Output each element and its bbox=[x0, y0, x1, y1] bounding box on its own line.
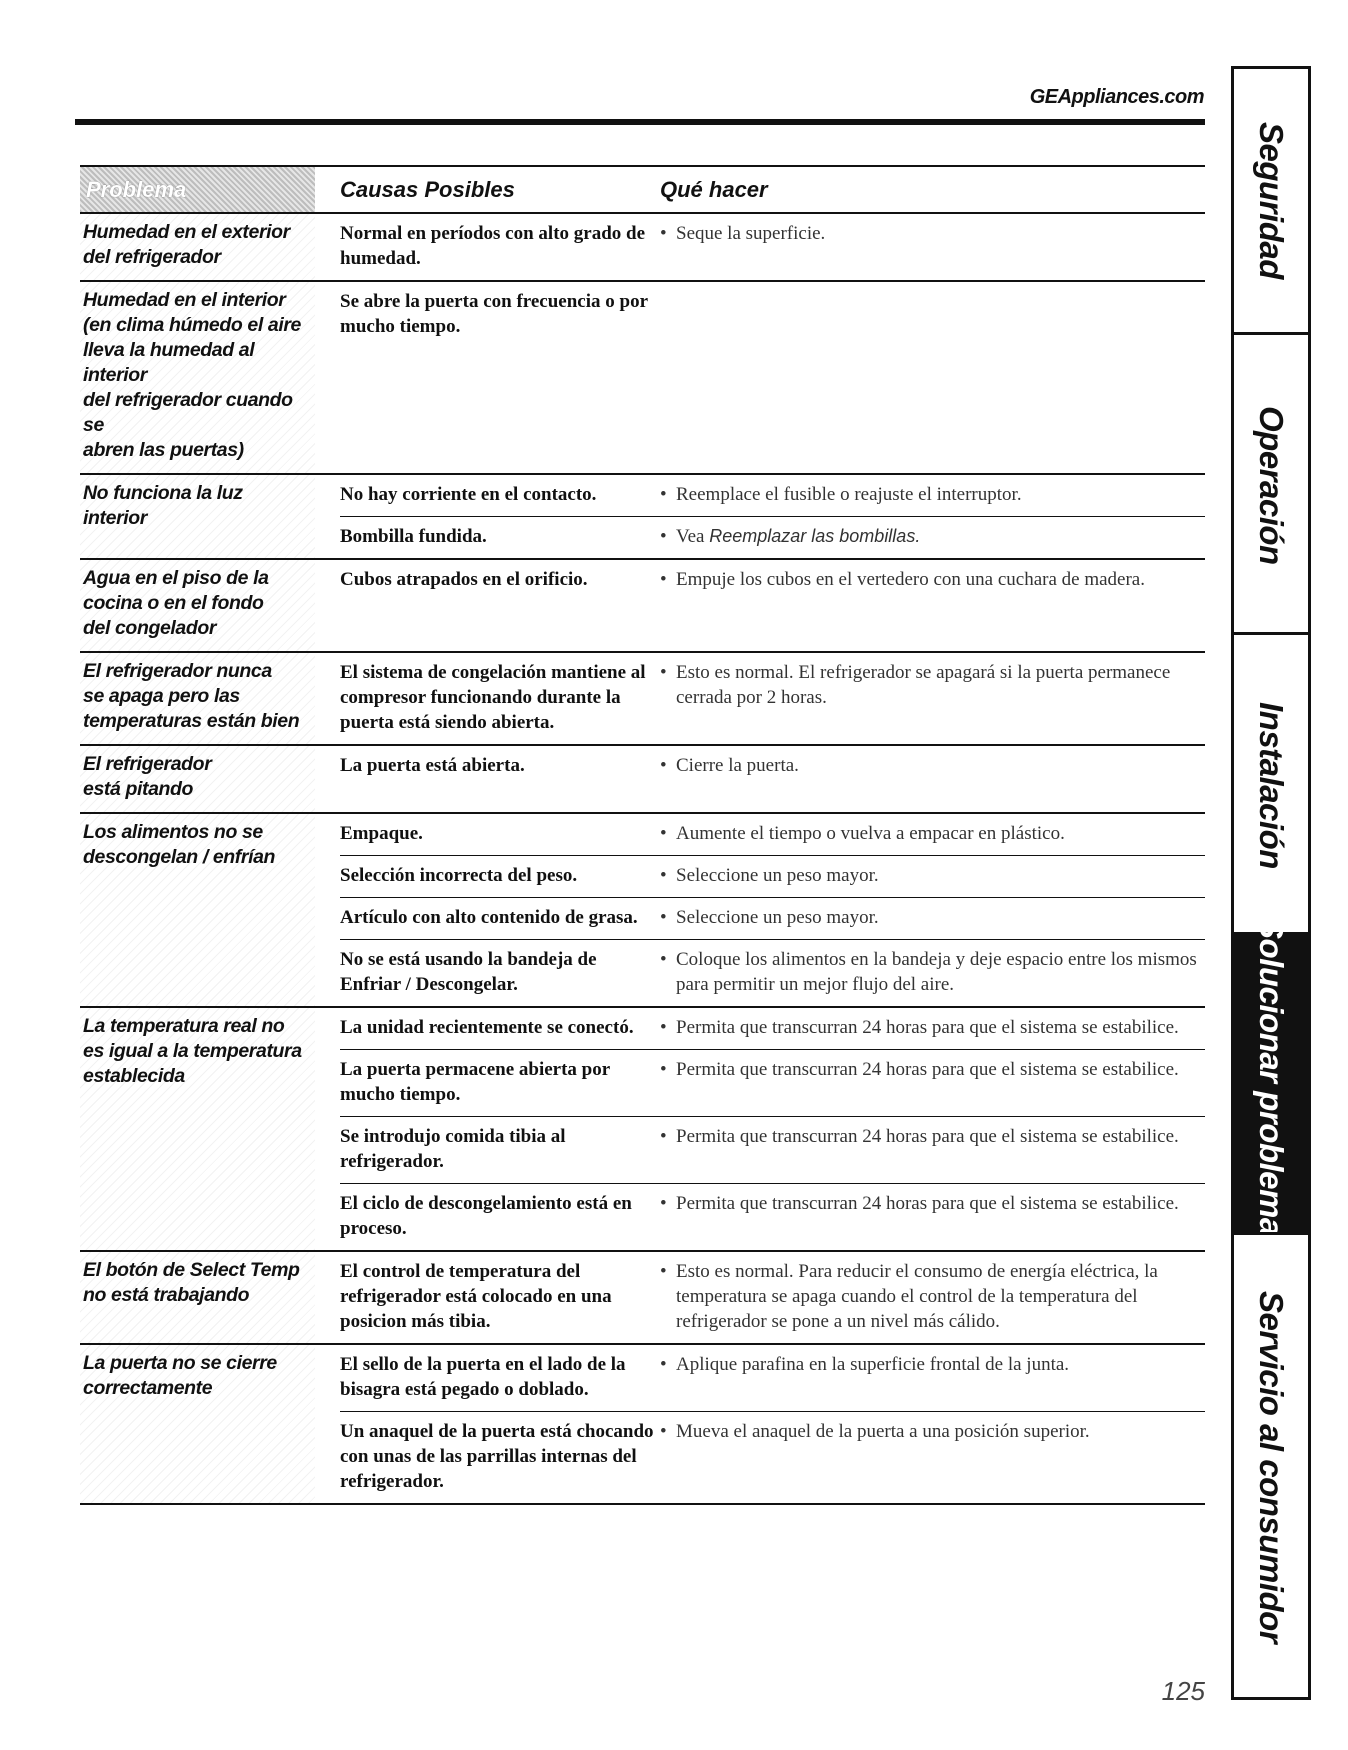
troubleshooting-table bbox=[80, 165, 1205, 1505]
action-body: Reemplace el fusible o reajuste el interruptor. bbox=[676, 484, 1022, 505]
problem-line: descongelan / enfrían bbox=[83, 846, 276, 868]
cause-row bbox=[340, 560, 1205, 601]
cause-text: Un anaquel de la puerta está chocando con unas de las parrillas internas del refrigerador. bbox=[340, 1421, 654, 1492]
cause-row bbox=[340, 1345, 1205, 1411]
table-row bbox=[80, 814, 1205, 1008]
table-row bbox=[80, 1008, 1205, 1252]
bullet-icon: • bbox=[660, 1059, 667, 1080]
cause-text: El sello de la puerta en el lado de la bisagra está pegado o doblado. bbox=[340, 1354, 626, 1400]
problem-line: se apaga pero las bbox=[83, 685, 240, 707]
bullet-icon: • bbox=[660, 662, 667, 683]
cause-list bbox=[340, 746, 1205, 812]
cause-list bbox=[340, 1252, 1205, 1343]
cause-row bbox=[340, 475, 1205, 516]
cause-row bbox=[340, 653, 1205, 744]
cause-row bbox=[340, 1252, 1205, 1343]
problem-cell bbox=[80, 1252, 315, 1343]
table-row bbox=[80, 475, 1205, 560]
header-causes: Causas Posibles bbox=[340, 177, 515, 202]
problem-cell bbox=[80, 282, 315, 473]
problem-line: del congelador bbox=[83, 617, 217, 639]
action-body: Aumente el tiempo o vuelva a empacar en plástico. bbox=[676, 823, 1065, 844]
cause-text: Empaque. bbox=[340, 823, 423, 844]
problem-cell bbox=[80, 475, 315, 558]
action-text bbox=[660, 1259, 1205, 1334]
tab-solucionar-problemas[interactable] bbox=[1234, 916, 1308, 1254]
tab-label: Solucionar problemas bbox=[1253, 916, 1290, 1254]
tab-instalacion[interactable] bbox=[1234, 632, 1308, 935]
problem-cell bbox=[80, 1008, 315, 1250]
cause-text: Normal en períodos con alto grado de humedad. bbox=[340, 223, 646, 269]
problem-line: temperaturas están bien bbox=[83, 710, 300, 732]
problem-line: (en clima húmedo el aire bbox=[83, 314, 301, 336]
action-body: Permita que transcurran 24 horas para que el sistema se estabilice. bbox=[676, 1126, 1179, 1147]
problem-line: Los alimentos no se bbox=[83, 821, 263, 843]
action-body: Esto es normal. El refrigerador se apagará si la puerta permanece cerrada por 2 horas. bbox=[676, 662, 1171, 708]
problem-line: Agua en el piso de la bbox=[83, 567, 269, 589]
problem-line: La temperatura real no bbox=[83, 1015, 285, 1037]
cause-text: La puerta permacene abierta por mucho tiempo. bbox=[340, 1059, 610, 1105]
header-problem: Problema bbox=[80, 167, 315, 212]
problem-cell bbox=[80, 746, 315, 812]
cause-row bbox=[340, 1116, 1205, 1183]
tab-label: Servicio al consumidor bbox=[1253, 1291, 1290, 1644]
action-text bbox=[660, 660, 1205, 735]
table-row bbox=[80, 560, 1205, 653]
cause-row bbox=[340, 1049, 1205, 1116]
problem-line: El botón de Select Temp bbox=[83, 1259, 300, 1281]
problem-cell bbox=[80, 653, 315, 744]
action-text bbox=[660, 221, 1205, 271]
action-text bbox=[660, 1419, 1205, 1494]
table-row bbox=[80, 746, 1205, 814]
action-text bbox=[660, 753, 1205, 778]
problem-line: abren las puertas) bbox=[83, 439, 244, 461]
action-body: Mueva el anaquel de la puerta a una posición superior. bbox=[676, 1421, 1090, 1442]
cause-list bbox=[340, 814, 1205, 1006]
cause-list bbox=[340, 214, 1205, 280]
problem-cell bbox=[80, 814, 315, 1006]
cause-row bbox=[340, 1008, 1205, 1049]
cause-text: El sistema de congelación mantiene al compresor funcionando durante la puerta está siendo abierta. bbox=[340, 662, 646, 733]
action-text bbox=[660, 905, 1205, 930]
action-reference: Reemplazar las bombillas. bbox=[709, 526, 921, 546]
cause-text: Cubos atrapados en el orificio. bbox=[340, 569, 588, 590]
action-body: Seleccione un peso mayor. bbox=[676, 865, 879, 886]
bullet-icon: • bbox=[660, 907, 667, 928]
tab-label: Operación bbox=[1253, 405, 1290, 565]
cause-row bbox=[340, 746, 1205, 787]
problem-line: El refrigerador bbox=[83, 753, 212, 775]
site-url: GEAppliances.com bbox=[1029, 86, 1204, 108]
bullet-icon: • bbox=[660, 1126, 667, 1147]
tab-operacion[interactable] bbox=[1234, 332, 1308, 635]
cause-list bbox=[340, 1008, 1205, 1250]
cause-row bbox=[340, 282, 1205, 348]
problem-line: interior bbox=[83, 507, 147, 529]
tab-servicio-al-consumidor[interactable] bbox=[1234, 1232, 1308, 1700]
action-body: Esto es normal. Para reducir el consumo de energía eléctrica, la temperatura se apaga cuando el control de la temperatura del refrigerador se pone a un nivel más cálido. bbox=[676, 1261, 1158, 1332]
cause-list bbox=[340, 1345, 1205, 1503]
bullet-icon: • bbox=[660, 1421, 667, 1442]
action-body: Cierre la puerta. bbox=[676, 755, 799, 776]
bullet-icon: • bbox=[660, 949, 667, 970]
problem-cell bbox=[80, 1345, 315, 1503]
table-row bbox=[80, 653, 1205, 746]
problem-cell bbox=[80, 560, 315, 651]
table-header bbox=[80, 165, 1205, 214]
problem-line: no está trabajando bbox=[83, 1284, 250, 1306]
action-body: Seleccione un peso mayor. bbox=[676, 907, 879, 928]
problem-line: del refrigerador bbox=[83, 246, 221, 268]
action-text bbox=[660, 524, 1205, 549]
action-text bbox=[660, 863, 1205, 888]
bullet-icon: • bbox=[660, 1354, 667, 1375]
table-row bbox=[80, 1345, 1205, 1505]
cause-list bbox=[340, 282, 1205, 473]
table-body bbox=[80, 214, 1205, 1505]
cause-row bbox=[340, 897, 1205, 939]
bullet-icon: • bbox=[660, 569, 667, 590]
action-body: Permita que transcurran 24 horas para que el sistema se estabilice. bbox=[676, 1017, 1179, 1038]
action-text bbox=[660, 1191, 1205, 1241]
bullet-icon: • bbox=[660, 823, 667, 844]
problem-line: del refrigerador cuando se bbox=[83, 389, 293, 436]
problem-line: El refrigerador nunca bbox=[83, 660, 272, 682]
bullet-icon: • bbox=[660, 755, 667, 776]
problem-line: establecida bbox=[83, 1065, 185, 1087]
cause-row bbox=[340, 814, 1205, 855]
action-text bbox=[660, 567, 1205, 592]
header-rule bbox=[75, 119, 1205, 125]
cause-text: Se abre la puerta con frecuencia o por mucho tiempo. bbox=[340, 291, 648, 337]
bullet-icon: • bbox=[660, 1017, 667, 1038]
action-text bbox=[660, 947, 1205, 997]
action-text bbox=[660, 1057, 1205, 1107]
problem-line: Humedad en el exterior bbox=[83, 221, 290, 243]
cause-row bbox=[340, 939, 1205, 1006]
bullet-icon: • bbox=[660, 865, 667, 886]
cause-row bbox=[340, 1411, 1205, 1503]
action-body: Permita que transcurran 24 horas para que el sistema se estabilice. bbox=[676, 1059, 1179, 1080]
tab-label: Instalación bbox=[1253, 701, 1290, 869]
cause-list bbox=[340, 560, 1205, 651]
cause-text: Se introdujo comida tibia al refrigerador. bbox=[340, 1126, 566, 1172]
problem-line: No funciona la luz bbox=[83, 482, 243, 504]
cause-text: Bombilla fundida. bbox=[340, 526, 487, 547]
tab-label: Seguridad bbox=[1253, 122, 1290, 279]
table-row bbox=[80, 1252, 1205, 1345]
table-row bbox=[80, 282, 1205, 475]
bullet-icon: • bbox=[660, 223, 667, 244]
table-row bbox=[80, 214, 1205, 282]
action-text bbox=[660, 1015, 1205, 1040]
section-tabs bbox=[1231, 66, 1311, 1700]
action-prefix: Vea bbox=[676, 526, 710, 547]
action-text bbox=[660, 289, 1205, 339]
action-body: Coloque los alimentos en la bandeja y deje espacio entre los mismos para permitir un mejor flujo del aire. bbox=[676, 949, 1197, 995]
page-number: 125 bbox=[1161, 1676, 1205, 1706]
header-action: Qué hacer bbox=[660, 177, 768, 202]
cause-row bbox=[340, 855, 1205, 897]
cause-row bbox=[340, 516, 1205, 558]
action-body: Seque la superficie. bbox=[676, 223, 826, 244]
action-text bbox=[660, 1124, 1205, 1174]
cause-text: La unidad recientemente se conectó. bbox=[340, 1017, 634, 1038]
cause-text: La puerta está abierta. bbox=[340, 755, 525, 776]
bullet-icon: • bbox=[660, 1261, 667, 1282]
action-text bbox=[660, 1352, 1205, 1402]
action-body: Aplique parafina en la superficie frontal de la junta. bbox=[676, 1354, 1070, 1375]
bullet-icon: • bbox=[660, 1193, 667, 1214]
problem-line: Humedad en el interior bbox=[83, 289, 286, 311]
problem-line: cocina o en el fondo bbox=[83, 592, 264, 614]
cause-text: Artículo con alto contenido de grasa. bbox=[340, 907, 638, 928]
cause-text: El ciclo de descongelamiento está en proceso. bbox=[340, 1193, 632, 1239]
bullet-icon: • bbox=[660, 526, 667, 547]
cause-list bbox=[340, 653, 1205, 744]
cause-text: No hay corriente en el contacto. bbox=[340, 484, 597, 505]
problem-line: La puerta no se cierre bbox=[83, 1352, 277, 1374]
problem-line: correctamente bbox=[83, 1377, 213, 1399]
tab-seguridad[interactable] bbox=[1234, 69, 1308, 332]
action-body: Permita que transcurran 24 horas para que el sistema se estabilice. bbox=[676, 1193, 1179, 1214]
cause-text: Selección incorrecta del peso. bbox=[340, 865, 578, 886]
action-body: Empuje los cubos en el vertedero con una cuchara de madera. bbox=[676, 569, 1145, 590]
action-text bbox=[660, 821, 1205, 846]
action-text bbox=[660, 482, 1205, 507]
cause-row bbox=[340, 1183, 1205, 1250]
cause-row bbox=[340, 214, 1205, 280]
cause-text: El control de temperatura del refrigerador está colocado en una posicion más tibia. bbox=[340, 1261, 612, 1332]
problem-line: es igual a la temperatura bbox=[83, 1040, 302, 1062]
problem-cell bbox=[80, 214, 315, 280]
problem-line: lleva la humedad al interior bbox=[83, 339, 255, 386]
cause-list bbox=[340, 475, 1205, 558]
cause-text: No se está usando la bandeja de Enfriar / Descongelar. bbox=[340, 949, 597, 995]
problem-line: está pitando bbox=[83, 778, 194, 800]
bullet-icon: • bbox=[660, 484, 667, 505]
